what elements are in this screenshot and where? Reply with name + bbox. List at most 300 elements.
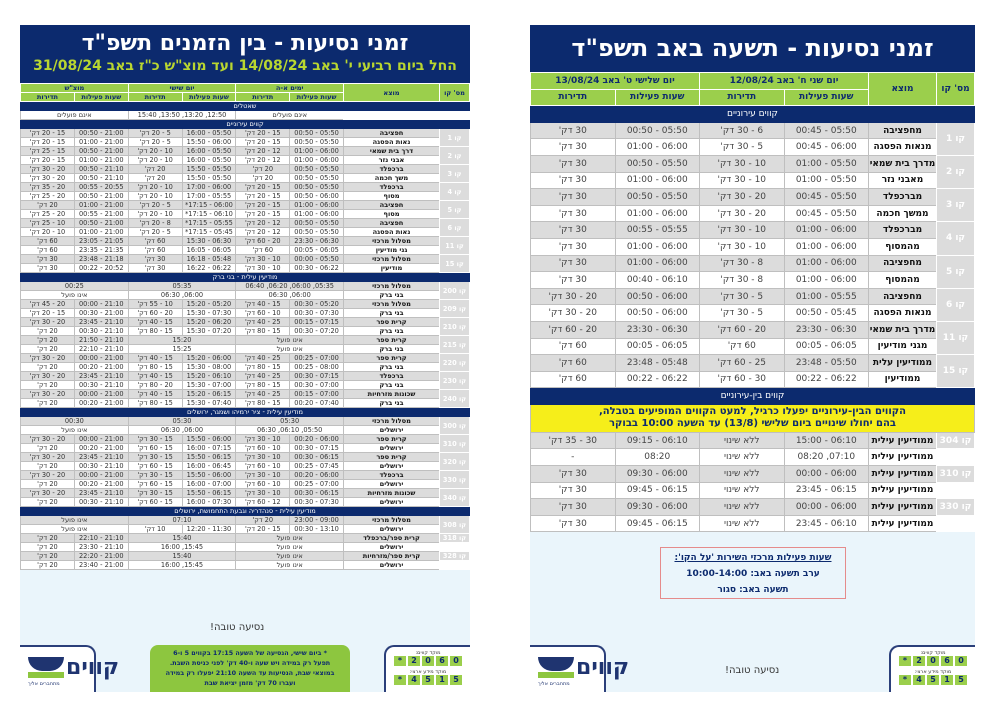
schedule-row xyxy=(21,156,470,165)
schedule-cell: 15 - 20 דק' xyxy=(236,138,290,147)
origin-cell: מסלול מרכזי xyxy=(344,300,440,309)
frequency-header: תדירות xyxy=(531,89,616,106)
schedule-cell: 06:00 - 17:00 xyxy=(182,183,236,192)
schedule-row xyxy=(21,219,470,228)
schedule-cell: 05:50 - 00:50 xyxy=(290,138,344,147)
schedule-cell: 20 - 60 דק' xyxy=(700,321,785,338)
origin-cell: בני ברק xyxy=(344,291,440,300)
schedule-cell: 20 - 30 דק' xyxy=(21,318,75,327)
hours-header: שעות פעילות xyxy=(74,93,128,102)
schedule-cell: 06:00 - 09:30 xyxy=(615,499,700,516)
schedule-cell: 05:50 - 00:45 xyxy=(784,122,869,139)
hours-header: שעות פעילות xyxy=(784,89,869,106)
lines-center-label: מוקד קווים: xyxy=(920,650,946,656)
schedule-cell: 10 - 20 דק' xyxy=(21,228,75,237)
schedule-cell: 15 - 20 דק' xyxy=(236,201,290,210)
schedule-cell: 30 דק' xyxy=(531,238,616,255)
origin-cell: קרית ספר/מזרחיות xyxy=(344,552,440,561)
shuttles-row xyxy=(21,111,470,120)
origin-cell: מברכפלד xyxy=(869,189,937,206)
schedule-cell: 08:00 - 15:30 xyxy=(182,363,236,372)
schedule-cell: 15 - 60 דק' xyxy=(128,498,182,507)
schedule-cell: 30 דק' xyxy=(531,139,616,156)
schedule-cell: 10 - 60 דק' xyxy=(236,462,290,471)
schedule-cell: 15 - 30 דק' xyxy=(128,453,182,462)
logo-slogan: מתחברים אליך xyxy=(28,681,60,687)
schedule-cell: 06:10 - 23:45 xyxy=(784,515,869,532)
schedule-cell: 60 דק' xyxy=(236,246,290,255)
digit: * xyxy=(899,656,911,666)
schedule-row xyxy=(21,345,470,354)
schedule-cell: 10 - 20 דק' xyxy=(128,192,182,201)
schedule-row xyxy=(21,489,470,498)
schedule-row xyxy=(21,192,470,201)
schedule-cell: 06:00 - 15:50 xyxy=(182,138,236,147)
phone-centers xyxy=(384,645,470,692)
schedule-cell: 21:10 - 23:45 xyxy=(74,489,128,498)
schedule-cell: 06:00 - 01:00 xyxy=(290,210,344,219)
schedule-cell: 10 דק' xyxy=(128,525,182,534)
schedule-cell: 21:35 - 23:35 xyxy=(74,246,128,255)
schedule-cell: 06:05 - 00:05 xyxy=(784,338,869,355)
schedule-cell: 10 - 30 דק' xyxy=(236,453,290,462)
line-number: קו 320 xyxy=(440,453,470,471)
schedule-cell: 05:30 xyxy=(128,417,236,426)
schedule-cell: 06:00 - 00:20 xyxy=(290,471,344,480)
schedule-cell: 15 - 60 דק' xyxy=(128,462,182,471)
schedule-cell: 05:50 - 16:00 xyxy=(182,147,236,156)
digit: 4 xyxy=(408,675,420,685)
schedule-cell: אינו פועל xyxy=(21,516,129,525)
section-title: קווים עירוניים xyxy=(531,106,975,123)
schedule-cell: 21:00 - 00:00 xyxy=(74,471,128,480)
schedule-cell: 21:00 - 00:20 xyxy=(74,480,128,489)
schedule-row xyxy=(21,453,470,462)
schedule-cell: 15 - 40 דק' xyxy=(128,372,182,381)
schedule-cell: 06:00 - 01:00 xyxy=(290,156,344,165)
schedule-cell: 20 דק' xyxy=(21,399,75,408)
schedule-cell: אינו פועל xyxy=(21,426,129,435)
line-number: קו 210 xyxy=(440,318,470,336)
service-centers-notice xyxy=(660,547,846,599)
schedule-cell: 21:05 - 23:05 xyxy=(74,237,128,246)
origin-cell: בני ברק xyxy=(344,363,440,372)
schedule-cell: 06:00 - 01:00 xyxy=(784,255,869,272)
schedule-cell: 06:10 - 17:15* xyxy=(182,210,236,219)
schedule-cell: 21:10 - 00:00 xyxy=(74,300,128,309)
schedule-cell: 07:30 - 00:30 xyxy=(290,309,344,318)
origin-cell: חפציבה xyxy=(344,201,440,210)
schedule-cell: 12 - 20 דק' xyxy=(236,156,290,165)
digit: 6 xyxy=(436,656,448,666)
line-number: קו 6 xyxy=(440,219,470,237)
schedule-cell: 05:50 - 00:50 xyxy=(615,155,700,172)
schedule-cell: 15 - 80 דק' xyxy=(236,399,290,408)
day-header: יום שישי xyxy=(128,84,236,93)
schedule-cell: אינו פועל xyxy=(236,336,344,345)
schedule-cell: 15 - 80 דק' xyxy=(128,363,182,372)
schedule-cell: 25 - 60 דק' xyxy=(700,355,785,372)
schedule-cell: 21:10 - 23:45 xyxy=(74,372,128,381)
schedule-cell: 05:30 xyxy=(236,417,344,426)
schedule-cell: 8 - 30 דק' xyxy=(700,272,785,289)
schedule-cell: 10 - 55 דק' xyxy=(128,300,182,309)
origin-cell: חפציבה xyxy=(344,129,440,138)
schedule-cell: 07:30 - 15:30 xyxy=(182,309,236,318)
section-title: מודיעין עילית - ציר ירמיהו ושמגר, ירושלים xyxy=(21,408,470,417)
section-title: קווים עירוניים xyxy=(21,120,470,129)
schedule-cell: 30 דק' xyxy=(128,255,182,264)
schedule-cell: 21:00 - 00:50 xyxy=(74,219,128,228)
schedule-row xyxy=(531,338,975,355)
schedule-cell: 06:00, 06:30 xyxy=(236,291,344,300)
schedule-cell: 05:48 - 23:48 xyxy=(615,355,700,372)
origin-cell: מודיעין xyxy=(344,264,440,273)
schedule-cell: 11:30 - 12:20 xyxy=(182,525,236,534)
schedule-cell: 20 - 30 דק' xyxy=(21,471,75,480)
section-header xyxy=(21,120,470,129)
schedule-cell: 05:50 - 00:50 xyxy=(615,189,700,206)
schedule-cell: אינם פועלים xyxy=(236,111,344,120)
schedule-cell: 20 דק' xyxy=(21,444,75,453)
line-number: קו 11 xyxy=(440,237,470,255)
digit: 0 xyxy=(450,656,462,666)
line-number: קו 220 xyxy=(440,354,470,372)
schedule-cell: 15:40 xyxy=(128,534,236,543)
origin-cell: ירושלים xyxy=(344,444,440,453)
schedule-cell: 07:40 - 15:30 xyxy=(182,399,236,408)
intercity-notice-row xyxy=(531,404,975,432)
origin-cell: ממודיעין עלית xyxy=(869,355,937,372)
schedule-cell: 05:50 - 00:50 xyxy=(290,174,344,183)
schedule-cell: 20 - 25 דק' xyxy=(21,192,75,201)
schedule-cell: 20 דק' xyxy=(236,516,290,525)
schedule-cell: 06:20 - 15:20 xyxy=(182,318,236,327)
schedule-cell: 06:00 - 00:50 xyxy=(290,192,344,201)
schedule-row xyxy=(531,499,975,516)
schedule-cell: 05:35 xyxy=(128,282,236,291)
origin-cell: מסלול מרכזי xyxy=(344,516,440,525)
line-number: קו 4 xyxy=(440,183,470,201)
origin-cell: בני ברק xyxy=(344,309,440,318)
schedule-cell: 00:30 xyxy=(21,417,129,426)
section-header xyxy=(531,388,975,405)
schedule-cell: 12 - 20 דק' xyxy=(236,219,290,228)
digit: 0 xyxy=(927,656,939,666)
schedule-row xyxy=(21,183,470,192)
schedule-cell: 06:30 - 15:30 xyxy=(182,237,236,246)
schedule-cell: 20 - 60 דק' xyxy=(128,309,182,318)
schedule-cell: 09:00 - 23:00 xyxy=(290,516,344,525)
schedule-row xyxy=(21,390,470,399)
origin-cell: אבני נזר xyxy=(344,156,440,165)
schedule-cell: 15 - 20 דק' xyxy=(21,129,75,138)
schedule-cell: 06:00 - 00:45 xyxy=(784,139,869,156)
schedule-cell: 06:05 - 00:05 xyxy=(290,246,344,255)
schedule-cell: 20 דק' xyxy=(21,201,75,210)
origin-cell: מסוף xyxy=(344,192,440,201)
schedule-cell: 06:00 - 01:00 xyxy=(784,272,869,289)
schedule-cell: 06:00 - 00:00 xyxy=(784,466,869,483)
schedule-cell: 05:50 - 01:00 xyxy=(784,172,869,189)
section-header xyxy=(21,273,470,282)
hours-header: שעות פעילות xyxy=(290,93,344,102)
schedule-cell: 07:15 - 16:00 xyxy=(182,444,236,453)
schedule-cell: 20 - 30 דק' xyxy=(21,165,75,174)
schedule-row xyxy=(21,228,470,237)
schedule-cell: 21:00 - 00:20 xyxy=(74,444,128,453)
line-number: קו 215 xyxy=(440,336,470,354)
digit: 4 xyxy=(913,675,925,685)
schedule-cell: 07:20 - 00:30 xyxy=(290,327,344,336)
origin-cell: קרית ספר xyxy=(344,336,440,345)
origin-cell: מסלול מרכזי xyxy=(344,237,440,246)
schedule-cell: 20 דק' xyxy=(21,363,75,372)
schedule-cell: 07:40 - 00:20 xyxy=(290,399,344,408)
hours-header: שעות פעילות xyxy=(182,93,236,102)
origin-cell: קרית ספר xyxy=(344,354,440,363)
origin-cell: ממודיעין עילית xyxy=(869,482,937,499)
schedule-cell: 13:10 - 00:30 xyxy=(290,525,344,534)
origin-cell: מסוף xyxy=(344,210,440,219)
schedule-cell: 5 - 20 דק' xyxy=(128,201,182,210)
line-number: קו 338 xyxy=(440,543,470,552)
schedule-cell: 5 - 30 דק' xyxy=(700,305,785,322)
schedule-cell: 30 דק' xyxy=(531,255,616,272)
schedule-cell: 06:00 - 01:00 xyxy=(615,255,700,272)
schedule-cell: 15 - 25 דק' xyxy=(21,147,75,156)
logo-mark-green xyxy=(538,672,574,678)
schedule-cell: 15 - 80 דק' xyxy=(236,363,290,372)
schedule-cell: 10 - 30 דק' xyxy=(236,435,290,444)
schedule-cell: 30 דק' xyxy=(21,255,75,264)
origin-cell: מנאות הפסגה xyxy=(869,139,937,156)
schedule-cell: 21:18 - 23:48 xyxy=(74,255,128,264)
section-title: שאטלים xyxy=(21,102,470,111)
schedule-cell: 21:10 - 23:45 xyxy=(74,453,128,462)
schedule-cell: 15:40 xyxy=(128,552,236,561)
schedule-cell: 07:15 - 00:30 xyxy=(290,372,344,381)
origin-cell: נאות הפסגה xyxy=(344,138,440,147)
schedule-cell: 06:00 - 09:30 xyxy=(615,466,700,483)
schedule-cell: אינו פועל xyxy=(236,552,344,561)
section-title: מודיעין עילית - סנהדריה וגבעת התחמושת, ירושלים xyxy=(21,507,470,516)
schedule-cell: 06:00, 06:30 xyxy=(128,426,236,435)
schedule-cell: 12 - 20 דק' xyxy=(236,228,290,237)
origin-cell: נאות הפסגה xyxy=(344,228,440,237)
line-number-header: מס' קו xyxy=(937,73,975,106)
schedule-row xyxy=(21,363,470,372)
origin-cell: בני ברק xyxy=(344,399,440,408)
origin-cell: מהמסוף xyxy=(869,272,937,289)
schedule-cell: 21:00 - 00:20 xyxy=(74,363,128,372)
right-page-title: זמני נסיעות - תשעה באב תשפ"ד xyxy=(530,25,975,72)
schedule-cell: 05:50 - 00:45 xyxy=(784,205,869,222)
schedule-row xyxy=(531,155,975,172)
origin-cell: ברכפלד xyxy=(344,471,440,480)
line-number: קו 6 xyxy=(937,288,975,321)
schedule-row xyxy=(21,498,470,507)
section-header xyxy=(21,408,470,417)
schedule-cell: 05:50 - 00:50 xyxy=(290,183,344,192)
schedule-row xyxy=(21,399,470,408)
schedule-cell: 25 - 40 דק' xyxy=(236,372,290,381)
schedule-row xyxy=(531,321,975,338)
schedule-row xyxy=(531,371,975,388)
schedule-cell: 06:30 - 23:30 xyxy=(615,321,700,338)
origin-cell: מחפציבה xyxy=(869,122,937,139)
schedule-cell: 10 - 30 דק' xyxy=(700,172,785,189)
schedule-cell: 8 - 20 דק' xyxy=(128,219,182,228)
schedule-cell: 06:00 - 01:00 xyxy=(615,172,700,189)
schedule-cell: 10 - 30 דק' xyxy=(236,255,290,264)
schedule-cell: 06:00 - 15:20 xyxy=(182,354,236,363)
schedule-cell: 05:50 - 00:00 xyxy=(290,255,344,264)
schedule-cell: 05:50 - 00:45 xyxy=(784,189,869,206)
digit: 5 xyxy=(422,675,434,685)
schedule-cell: 06:15 - 15:20 xyxy=(182,390,236,399)
schedule-cell: 20 - 45 דק' xyxy=(21,300,75,309)
schedule-row xyxy=(21,435,470,444)
schedule-cell: 30 - 35 דק' xyxy=(531,432,616,449)
section-title: קווים בין-עירוניים xyxy=(531,388,975,405)
origin-cell: חפציבה xyxy=(344,219,440,228)
info-center-label: מוקד מידע ארצי: xyxy=(914,669,952,675)
origin-cell: ירושלים xyxy=(344,561,440,570)
schedule-cell: 20 דק' xyxy=(21,543,75,552)
kavim-logo xyxy=(20,645,120,692)
schedule-cell: 30 - 60 דק' xyxy=(700,371,785,388)
schedule-row xyxy=(21,201,470,210)
line-number: קו 4 xyxy=(937,222,975,255)
schedule-cell: 05:50 - 16:00 xyxy=(182,156,236,165)
left-page-header xyxy=(20,25,470,83)
frequency-header: תדירות xyxy=(21,93,75,102)
schedule-cell: 60 דק' xyxy=(700,338,785,355)
schedule-cell: 30 דק' xyxy=(128,264,182,273)
schedule-row xyxy=(531,255,975,272)
schedule-row xyxy=(21,264,470,273)
schedule-cell: 05:45 - 00:50 xyxy=(784,305,869,322)
digit: 1 xyxy=(436,675,448,685)
schedule-cell: 20 דק' xyxy=(21,345,75,354)
schedule-cell: 20 דק' xyxy=(21,534,75,543)
logo-mark xyxy=(538,657,574,671)
logo-slogan: מתחברים אליך xyxy=(538,681,570,687)
schedule-row xyxy=(531,449,975,466)
schedule-cell: 10 - 20 דק' xyxy=(128,156,182,165)
note-line: * ביום שישי, הנסיעה של השעה 17:15 בקווים 5 ו-6 xyxy=(173,649,327,657)
line-number: קו 310 xyxy=(440,435,470,453)
schedule-cell: 21:00 - 00:55 xyxy=(74,210,128,219)
line-number: קו 1 xyxy=(937,122,975,155)
schedule-cell: 15 - 40 דק' xyxy=(128,354,182,363)
schedule-cell: 06:15 - 15:50 xyxy=(182,489,236,498)
origin-cell: ממודיעין עילית xyxy=(869,515,937,532)
schedule-cell: 12:50, 13:20, 13:50, 15:40 xyxy=(128,111,236,120)
schedule-cell: 20 דק' xyxy=(236,165,290,174)
line-number: קו 330 xyxy=(440,471,470,489)
schedule-cell: 15:45, 16:00 xyxy=(128,561,236,570)
schedule-cell: 06:22 - 16:22 xyxy=(182,264,236,273)
schedule-cell: 60 דק' xyxy=(128,237,182,246)
schedule-cell: 20 - 30 דק' xyxy=(700,189,785,206)
schedule-cell: 15:25 xyxy=(128,345,236,354)
header-row xyxy=(21,84,470,93)
schedule-cell: 15 - 60 דק' xyxy=(128,444,182,453)
schedule-row xyxy=(21,291,470,300)
schedule-cell: 06:30 - 23:30 xyxy=(290,237,344,246)
schedule-row xyxy=(531,272,975,289)
schedule-row xyxy=(21,426,470,435)
origin-header: מוצא xyxy=(869,73,937,106)
schedule-cell: 30 דק' xyxy=(531,172,616,189)
schedule-cell: 21:00 - 01:00 xyxy=(74,156,128,165)
schedule-cell: 20 דק' xyxy=(21,498,75,507)
schedule-cell: 05:50 - 01:00 xyxy=(784,155,869,172)
line-number: קו 310 xyxy=(937,466,975,483)
schedule-cell: 10 - 30 דק' xyxy=(236,264,290,273)
schedule-row xyxy=(21,534,470,543)
schedule-cell: 15 - 80 דק' xyxy=(128,399,182,408)
schedule-cell: 12 - 20 דק' xyxy=(236,147,290,156)
schedule-cell: 21:00 - 00:50 xyxy=(74,192,128,201)
schedule-cell: 06:22 - 00:30 xyxy=(290,264,344,273)
origin-cell: בני ברק xyxy=(344,381,440,390)
schedule-cell: 05:50 - 23:48 xyxy=(784,355,869,372)
info-center-label: מוקד מידע ארצי: xyxy=(409,669,447,675)
schedule-cell: 06:00 - 01:00 xyxy=(290,147,344,156)
schedule-row xyxy=(21,381,470,390)
schedule-cell: 10 - 30 דק' xyxy=(700,238,785,255)
schedule-cell: 10 - 30 דק' xyxy=(700,155,785,172)
schedule-row xyxy=(21,525,470,534)
origin-cell: ממודיעין עילית xyxy=(869,466,937,483)
line-number: קו 1 xyxy=(440,129,470,147)
schedule-cell: 10 - 60 דק' xyxy=(236,480,290,489)
note-line: ועברו 70 דק' מזמן יציאת שבת xyxy=(204,679,296,687)
digit: 0 xyxy=(955,656,967,666)
schedule-cell: אינו פועל xyxy=(21,525,129,534)
origin-cell: ירושלים xyxy=(344,525,440,534)
schedule-cell: 05:55 - 17:15* xyxy=(182,219,236,228)
digit: 1 xyxy=(941,675,953,685)
origin-cell: בני ברק xyxy=(344,345,440,354)
origin-cell: קרית ספר xyxy=(344,318,440,327)
schedule-cell: 20 - 30 דק' xyxy=(700,205,785,222)
schedule-cell: ללא שינוי xyxy=(700,482,785,499)
schedule-cell: 30 דק' xyxy=(531,499,616,516)
schedule-cell: 20 דק' xyxy=(21,462,75,471)
schedule-cell: 21:10 - 00:30 xyxy=(74,498,128,507)
schedule-cell: 20 דק' xyxy=(21,561,75,570)
schedule-row xyxy=(21,309,470,318)
origin-cell: ממודיעין עילית xyxy=(869,432,937,449)
schedule-cell: 07:30 - 00:30 xyxy=(290,498,344,507)
schedule-cell: 20 דק' xyxy=(21,381,75,390)
schedule-cell: 05:48 - 16:18 xyxy=(182,255,236,264)
schedule-cell: 30 דק' xyxy=(21,264,75,273)
schedule-cell: 06:15 - 09:45 xyxy=(615,515,700,532)
schedule-cell: ללא שינוי xyxy=(700,449,785,466)
digit: 2 xyxy=(408,656,420,666)
line-number: קו 11 xyxy=(937,321,975,354)
origin-cell: משך חכמה xyxy=(344,174,440,183)
schedule-cell: אינו פועל xyxy=(21,291,129,300)
schedule-row xyxy=(531,466,975,483)
schedule-cell: 05:50 - 16:00 xyxy=(182,129,236,138)
schedule-cell: 15 - 20 דק' xyxy=(236,129,290,138)
